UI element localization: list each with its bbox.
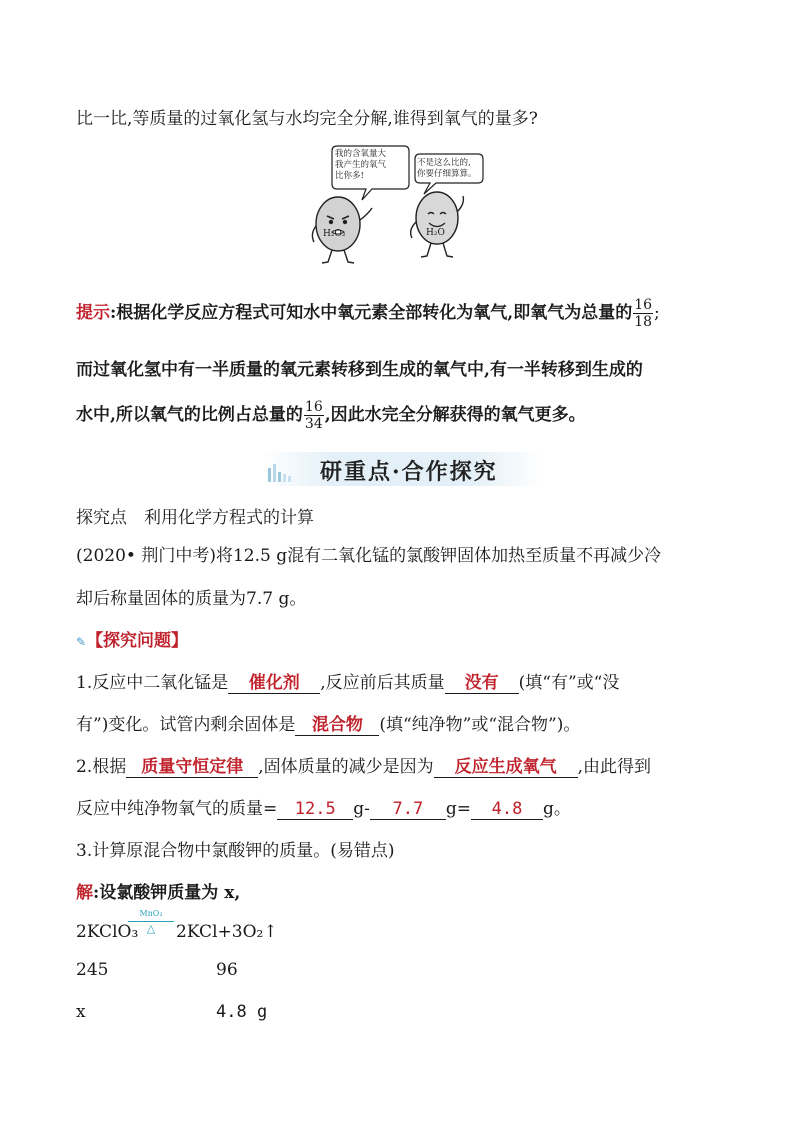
q2-text: g- [353, 799, 370, 819]
q2-text: 2.根据 [76, 757, 127, 777]
questions-header [76, 626, 188, 651]
reaction-product: 2KCl+3O₂↑ [176, 922, 278, 942]
fraction-16-34 [304, 399, 324, 432]
answer-blank: 4.8 [471, 799, 543, 820]
solution-text: :设氯酸钾质量为 x, [93, 883, 241, 903]
q1-text: 1.反应中二氧化锰是 [76, 673, 229, 693]
q2-text: 反应中纯净物氧气的质量= [76, 799, 278, 819]
question-2-line-1 [76, 752, 651, 778]
question-2-line-2 [76, 794, 571, 820]
left-bubble-line: 比你多! [335, 171, 364, 181]
q1-text: 有”)变化。试管内剩余固体是 [76, 715, 296, 735]
right-bubble-line: 你要仔细算算。 [417, 169, 477, 179]
ratio-row-2-right: 4.8 g [216, 1002, 268, 1022]
hint-label: 提示 [76, 303, 110, 323]
problem-line-2: 却后称量固体的质量为7.7 g。 [76, 589, 307, 609]
section-bars-icon [268, 460, 308, 482]
hint-line-3 [76, 399, 586, 432]
answer-blank: 质量守恒定律 [126, 752, 258, 778]
reaction-catalyst: MnO₂ [139, 909, 163, 918]
q2-text: g。 [543, 799, 571, 819]
fraction-denominator: 18 [634, 314, 653, 330]
left-bubble-text [335, 149, 386, 182]
answer-blank: 12.5 [277, 799, 353, 820]
q1-text: ,反应前后其质量 [320, 673, 445, 693]
solution-intro [76, 878, 240, 903]
question-1-line-1 [76, 668, 619, 694]
hint-text: 水中,所以氧气的比例占总量的 [76, 405, 303, 425]
answer-blank: 没有 [445, 668, 519, 694]
topic-heading: 探究点 利用化学方程式的计算 [76, 508, 314, 528]
hint-punct: ; [654, 303, 660, 323]
intro-question: 比一比,等质量的过氧化氢与水均完全分解,谁得到氧气的量多? [76, 109, 538, 129]
right-bubble-text [417, 158, 477, 180]
answer-blank: 催化剂 [228, 668, 320, 694]
answer-blank: 7.7 [370, 799, 446, 820]
fraction-numerator: 16 [634, 297, 653, 313]
fraction-denominator: 34 [304, 416, 323, 432]
q1-text: (填“有”或“没 [518, 673, 620, 693]
q2-text: g= [445, 799, 472, 819]
left-bubble-line: 我产生的氧气 [335, 160, 387, 170]
ratio-row-1-left: 245 [76, 960, 109, 980]
question-1-line-2 [76, 710, 580, 736]
right-bubble-line: 不是这么比的, [417, 158, 471, 168]
fraction-16-18 [633, 297, 653, 330]
hint-line-1 [76, 297, 660, 330]
section-title: 研重点·合作探究 [320, 459, 498, 485]
hint-line-2: 而过氧化氢中有一半质量的氧元素转移到生成的氧气中,有一半转移到生成的 [76, 360, 643, 380]
left-bubble-line: 我的含氧量大 [335, 149, 387, 159]
question-3: 3.计算原混合物中氯酸钾的质量。(易错点) [76, 841, 395, 861]
hint-text: ,因此水完全分解获得的氧气更多。 [324, 405, 586, 425]
right-character-label: H₂O [426, 228, 445, 238]
questions-header-text: 【探究问题】 [86, 631, 189, 651]
reaction-reactant: 2KClO₃ [76, 922, 139, 942]
answer-blank: 反应生成氧气 [434, 752, 578, 778]
problem-line-1: (2020• 荆门中考)将12.5 g混有二氧化锰的氯酸钾固体加热至质量不再减少冷 [76, 546, 662, 566]
hint-text: :根据化学反应方程式可知水中氧元素全部转化为氧气,即氧气为总量的 [110, 303, 633, 323]
answer-blank: 混合物 [295, 710, 379, 736]
pencil-icon: ✎ [76, 635, 87, 649]
reaction-heat-icon: △ [146, 922, 156, 935]
fraction-numerator: 16 [304, 399, 323, 415]
solution-label: 解 [76, 883, 93, 903]
q2-text: ,固体质量的减少是因为 [258, 757, 434, 777]
q2-text: ,由此得到 [577, 757, 652, 777]
q1-text: (填“纯净物”或“混合物”)。 [379, 715, 581, 735]
left-character-label: H₂O₂ [323, 229, 346, 239]
ratio-row-1-right: 96 [216, 960, 238, 980]
ratio-row-2-left: x [76, 1002, 86, 1022]
